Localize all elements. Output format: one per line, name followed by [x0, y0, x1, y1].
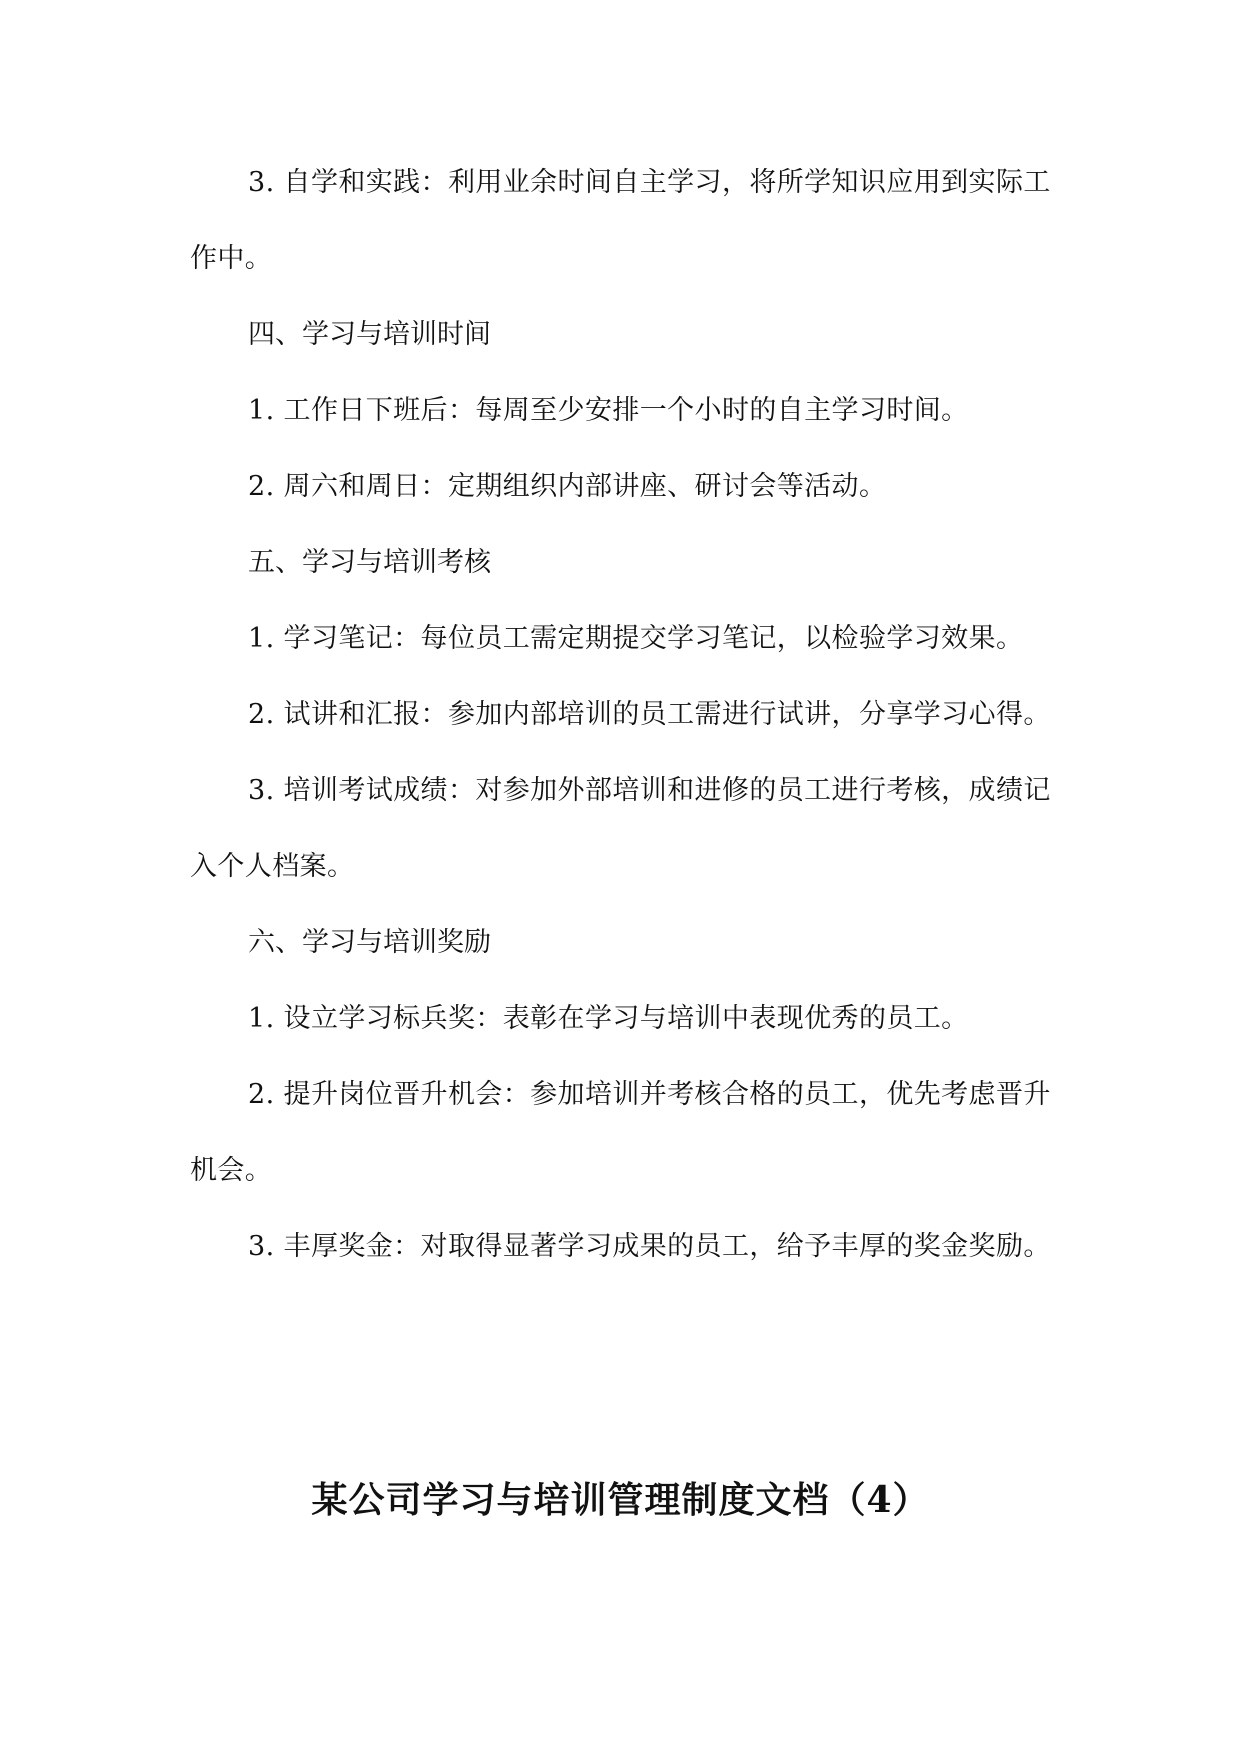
section-heading: 六、学习与培训奖励 — [248, 927, 491, 958]
document-body — [190, 145, 1052, 1285]
list-item: 2. 提升岗位晋升机会：参加培训并考核合格的员工，优先考虑晋升机会。 — [190, 1079, 1051, 1186]
section-heading: 五、学习与培训考核 — [248, 547, 491, 578]
section-heading: 四、学习与培训时间 — [248, 319, 491, 350]
list-item: 2. 试讲和汇报：参加内部培训的员工需进行试讲，分享学习心得。 — [248, 699, 1051, 730]
list-item: 1. 设立学习标兵奖：表彰在学习与培训中表现优秀的员工。 — [248, 1003, 969, 1034]
list-item: 2. 周六和周日：定期组织内部讲座、研讨会等活动。 — [248, 471, 887, 502]
list-item: 3. 丰厚奖金：对取得显著学习成果的员工，给予丰厚的奖金奖励。 — [248, 1231, 1051, 1262]
list-item: 1. 工作日下班后：每周至少安排一个小时的自主学习时间。 — [248, 395, 969, 426]
list-item: 3. 自学和实践：利用业余时间自主学习，将所学知识应用到实际工作中。 — [190, 167, 1051, 274]
list-item: 1. 学习笔记：每位员工需定期提交学习笔记，以检验学习效果。 — [248, 623, 1024, 654]
list-item: 3. 培训考试成绩：对参加外部培训和进修的员工进行考核，成绩记入个人档案。 — [190, 775, 1051, 882]
document-title: 某公司学习与培训管理制度文档（4） — [311, 1479, 930, 1521]
